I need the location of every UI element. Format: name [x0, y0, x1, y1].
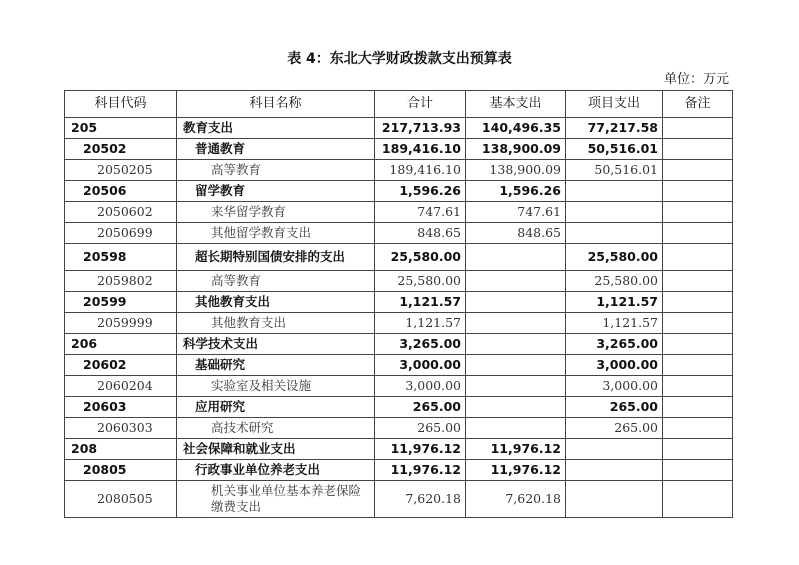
- table-row: [65, 181, 733, 202]
- header-note: 备注: [663, 91, 733, 118]
- cell-name: 高等教育: [177, 271, 375, 292]
- cell-project: 3,000.00: [566, 355, 663, 376]
- cell-name: 科学技术支出: [177, 334, 375, 355]
- table-row: [65, 160, 733, 181]
- table-row: [65, 418, 733, 439]
- table-row: [65, 202, 733, 223]
- header-total: 合计: [375, 91, 466, 118]
- cell-note: [663, 418, 733, 439]
- cell-basic: 1,596.26: [466, 181, 566, 202]
- cell-total: 1,596.26: [375, 181, 466, 202]
- cell-code: 20602: [65, 355, 177, 376]
- cell-code: 20603: [65, 397, 177, 418]
- cell-name: 超长期特别国债安排的支出: [177, 244, 375, 271]
- cell-code: 20599: [65, 292, 177, 313]
- cell-project: 77,217.58: [566, 118, 663, 139]
- cell-total: 265.00: [375, 418, 466, 439]
- cell-basic: 138,900.09: [466, 160, 566, 181]
- cell-code: 20598: [65, 244, 177, 271]
- cell-project: 50,516.01: [566, 139, 663, 160]
- cell-total: 189,416.10: [375, 139, 466, 160]
- cell-project: 265.00: [566, 397, 663, 418]
- cell-project: 3,265.00: [566, 334, 663, 355]
- table-row: [65, 271, 733, 292]
- cell-project: 265.00: [566, 418, 663, 439]
- cell-note: [663, 397, 733, 418]
- cell-code: 2080505: [65, 481, 177, 518]
- cell-project: 25,580.00: [566, 271, 663, 292]
- cell-note: [663, 460, 733, 481]
- cell-name: 留学教育: [177, 181, 375, 202]
- cell-code: 20805: [65, 460, 177, 481]
- cell-note: [663, 334, 733, 355]
- cell-basic: 11,976.12: [466, 439, 566, 460]
- cell-basic: 848.65: [466, 223, 566, 244]
- cell-basic: [466, 313, 566, 334]
- cell-total: 189,416.10: [375, 160, 466, 181]
- header-project: 项目支出: [566, 91, 663, 118]
- cell-project: 50,516.01: [566, 160, 663, 181]
- cell-total: 7,620.18: [375, 481, 466, 518]
- cell-total: 11,976.12: [375, 439, 466, 460]
- table-row: [65, 334, 733, 355]
- cell-project: 1,121.57: [566, 292, 663, 313]
- cell-name: 基础研究: [177, 355, 375, 376]
- cell-code: 2060303: [65, 418, 177, 439]
- cell-basic: [466, 355, 566, 376]
- cell-total: 3,000.00: [375, 376, 466, 397]
- table-row: [65, 244, 733, 271]
- cell-code: 20502: [65, 139, 177, 160]
- budget-table: [64, 90, 733, 518]
- cell-note: [663, 244, 733, 271]
- cell-project: [566, 181, 663, 202]
- cell-project: [566, 460, 663, 481]
- cell-note: [663, 292, 733, 313]
- cell-project: 3,000.00: [566, 376, 663, 397]
- table-body: [65, 118, 733, 518]
- cell-basic: 7,620.18: [466, 481, 566, 518]
- header-code: 科目代码: [65, 91, 177, 118]
- cell-basic: 11,976.12: [466, 460, 566, 481]
- cell-basic: 138,900.09: [466, 139, 566, 160]
- cell-basic: [466, 271, 566, 292]
- cell-code: 2060204: [65, 376, 177, 397]
- cell-code: 206: [65, 334, 177, 355]
- cell-code: 2050602: [65, 202, 177, 223]
- cell-name: 实验室及相关设施: [177, 376, 375, 397]
- cell-basic: [466, 244, 566, 271]
- header-row: [65, 91, 733, 118]
- cell-name: 其他教育支出: [177, 313, 375, 334]
- cell-note: [663, 160, 733, 181]
- cell-total: 25,580.00: [375, 271, 466, 292]
- cell-name: 其他教育支出: [177, 292, 375, 313]
- cell-note: [663, 481, 733, 518]
- table-row: [65, 292, 733, 313]
- table-row: [65, 313, 733, 334]
- cell-project: [566, 223, 663, 244]
- cell-code: 208: [65, 439, 177, 460]
- cell-code: 2059802: [65, 271, 177, 292]
- cell-total: 747.61: [375, 202, 466, 223]
- cell-basic: 140,496.35: [466, 118, 566, 139]
- cell-total: 3,000.00: [375, 355, 466, 376]
- cell-code: 2050699: [65, 223, 177, 244]
- header-basic: 基本支出: [466, 91, 566, 118]
- cell-total: 265.00: [375, 397, 466, 418]
- cell-code: 205: [65, 118, 177, 139]
- cell-total: 25,580.00: [375, 244, 466, 271]
- cell-total: 848.65: [375, 223, 466, 244]
- cell-note: [663, 118, 733, 139]
- table-row: [65, 223, 733, 244]
- cell-basic: [466, 334, 566, 355]
- unit-label: 单位：万元: [663, 72, 729, 87]
- cell-total: 3,265.00: [375, 334, 466, 355]
- cell-note: [663, 202, 733, 223]
- cell-project: 25,580.00: [566, 244, 663, 271]
- table-row: [65, 397, 733, 418]
- cell-note: [663, 355, 733, 376]
- cell-project: [566, 481, 663, 518]
- cell-note: [663, 181, 733, 202]
- cell-note: [663, 376, 733, 397]
- cell-total: 11,976.12: [375, 460, 466, 481]
- table-row: [65, 460, 733, 481]
- table-row: [65, 439, 733, 460]
- cell-basic: [466, 292, 566, 313]
- cell-project: [566, 202, 663, 223]
- cell-name: 应用研究: [177, 397, 375, 418]
- cell-total: 217,713.93: [375, 118, 466, 139]
- cell-name: 来华留学教育: [177, 202, 375, 223]
- cell-note: [663, 271, 733, 292]
- table-row: [65, 139, 733, 160]
- table-row: [65, 376, 733, 397]
- cell-name: 高等教育: [177, 160, 375, 181]
- cell-note: [663, 223, 733, 244]
- cell-name: 社会保障和就业支出: [177, 439, 375, 460]
- cell-basic: [466, 376, 566, 397]
- cell-total: 1,121.57: [375, 292, 466, 313]
- header-name: 科目名称: [177, 91, 375, 118]
- table-row: [65, 118, 733, 139]
- cell-note: [663, 139, 733, 160]
- cell-note: [663, 439, 733, 460]
- cell-note: [663, 313, 733, 334]
- table-title: 表 4：东北大学财政拨款支出预算表: [287, 51, 512, 67]
- cell-name: 其他留学教育支出: [177, 223, 375, 244]
- cell-name: 教育支出: [177, 118, 375, 139]
- table-row: [65, 355, 733, 376]
- cell-code: 20506: [65, 181, 177, 202]
- cell-basic: [466, 418, 566, 439]
- cell-code: 2050205: [65, 160, 177, 181]
- cell-name: 行政事业单位养老支出: [177, 460, 375, 481]
- cell-project: [566, 439, 663, 460]
- cell-name: 高技术研究: [177, 418, 375, 439]
- cell-name: 普通教育: [177, 139, 375, 160]
- cell-basic: [466, 397, 566, 418]
- cell-project: 1,121.57: [566, 313, 663, 334]
- cell-total: 1,121.57: [375, 313, 466, 334]
- cell-code: 2059999: [65, 313, 177, 334]
- table-row: [65, 481, 733, 518]
- cell-basic: 747.61: [466, 202, 566, 223]
- cell-name: 机关事业单位基本养老保险缴费支出: [177, 481, 375, 518]
